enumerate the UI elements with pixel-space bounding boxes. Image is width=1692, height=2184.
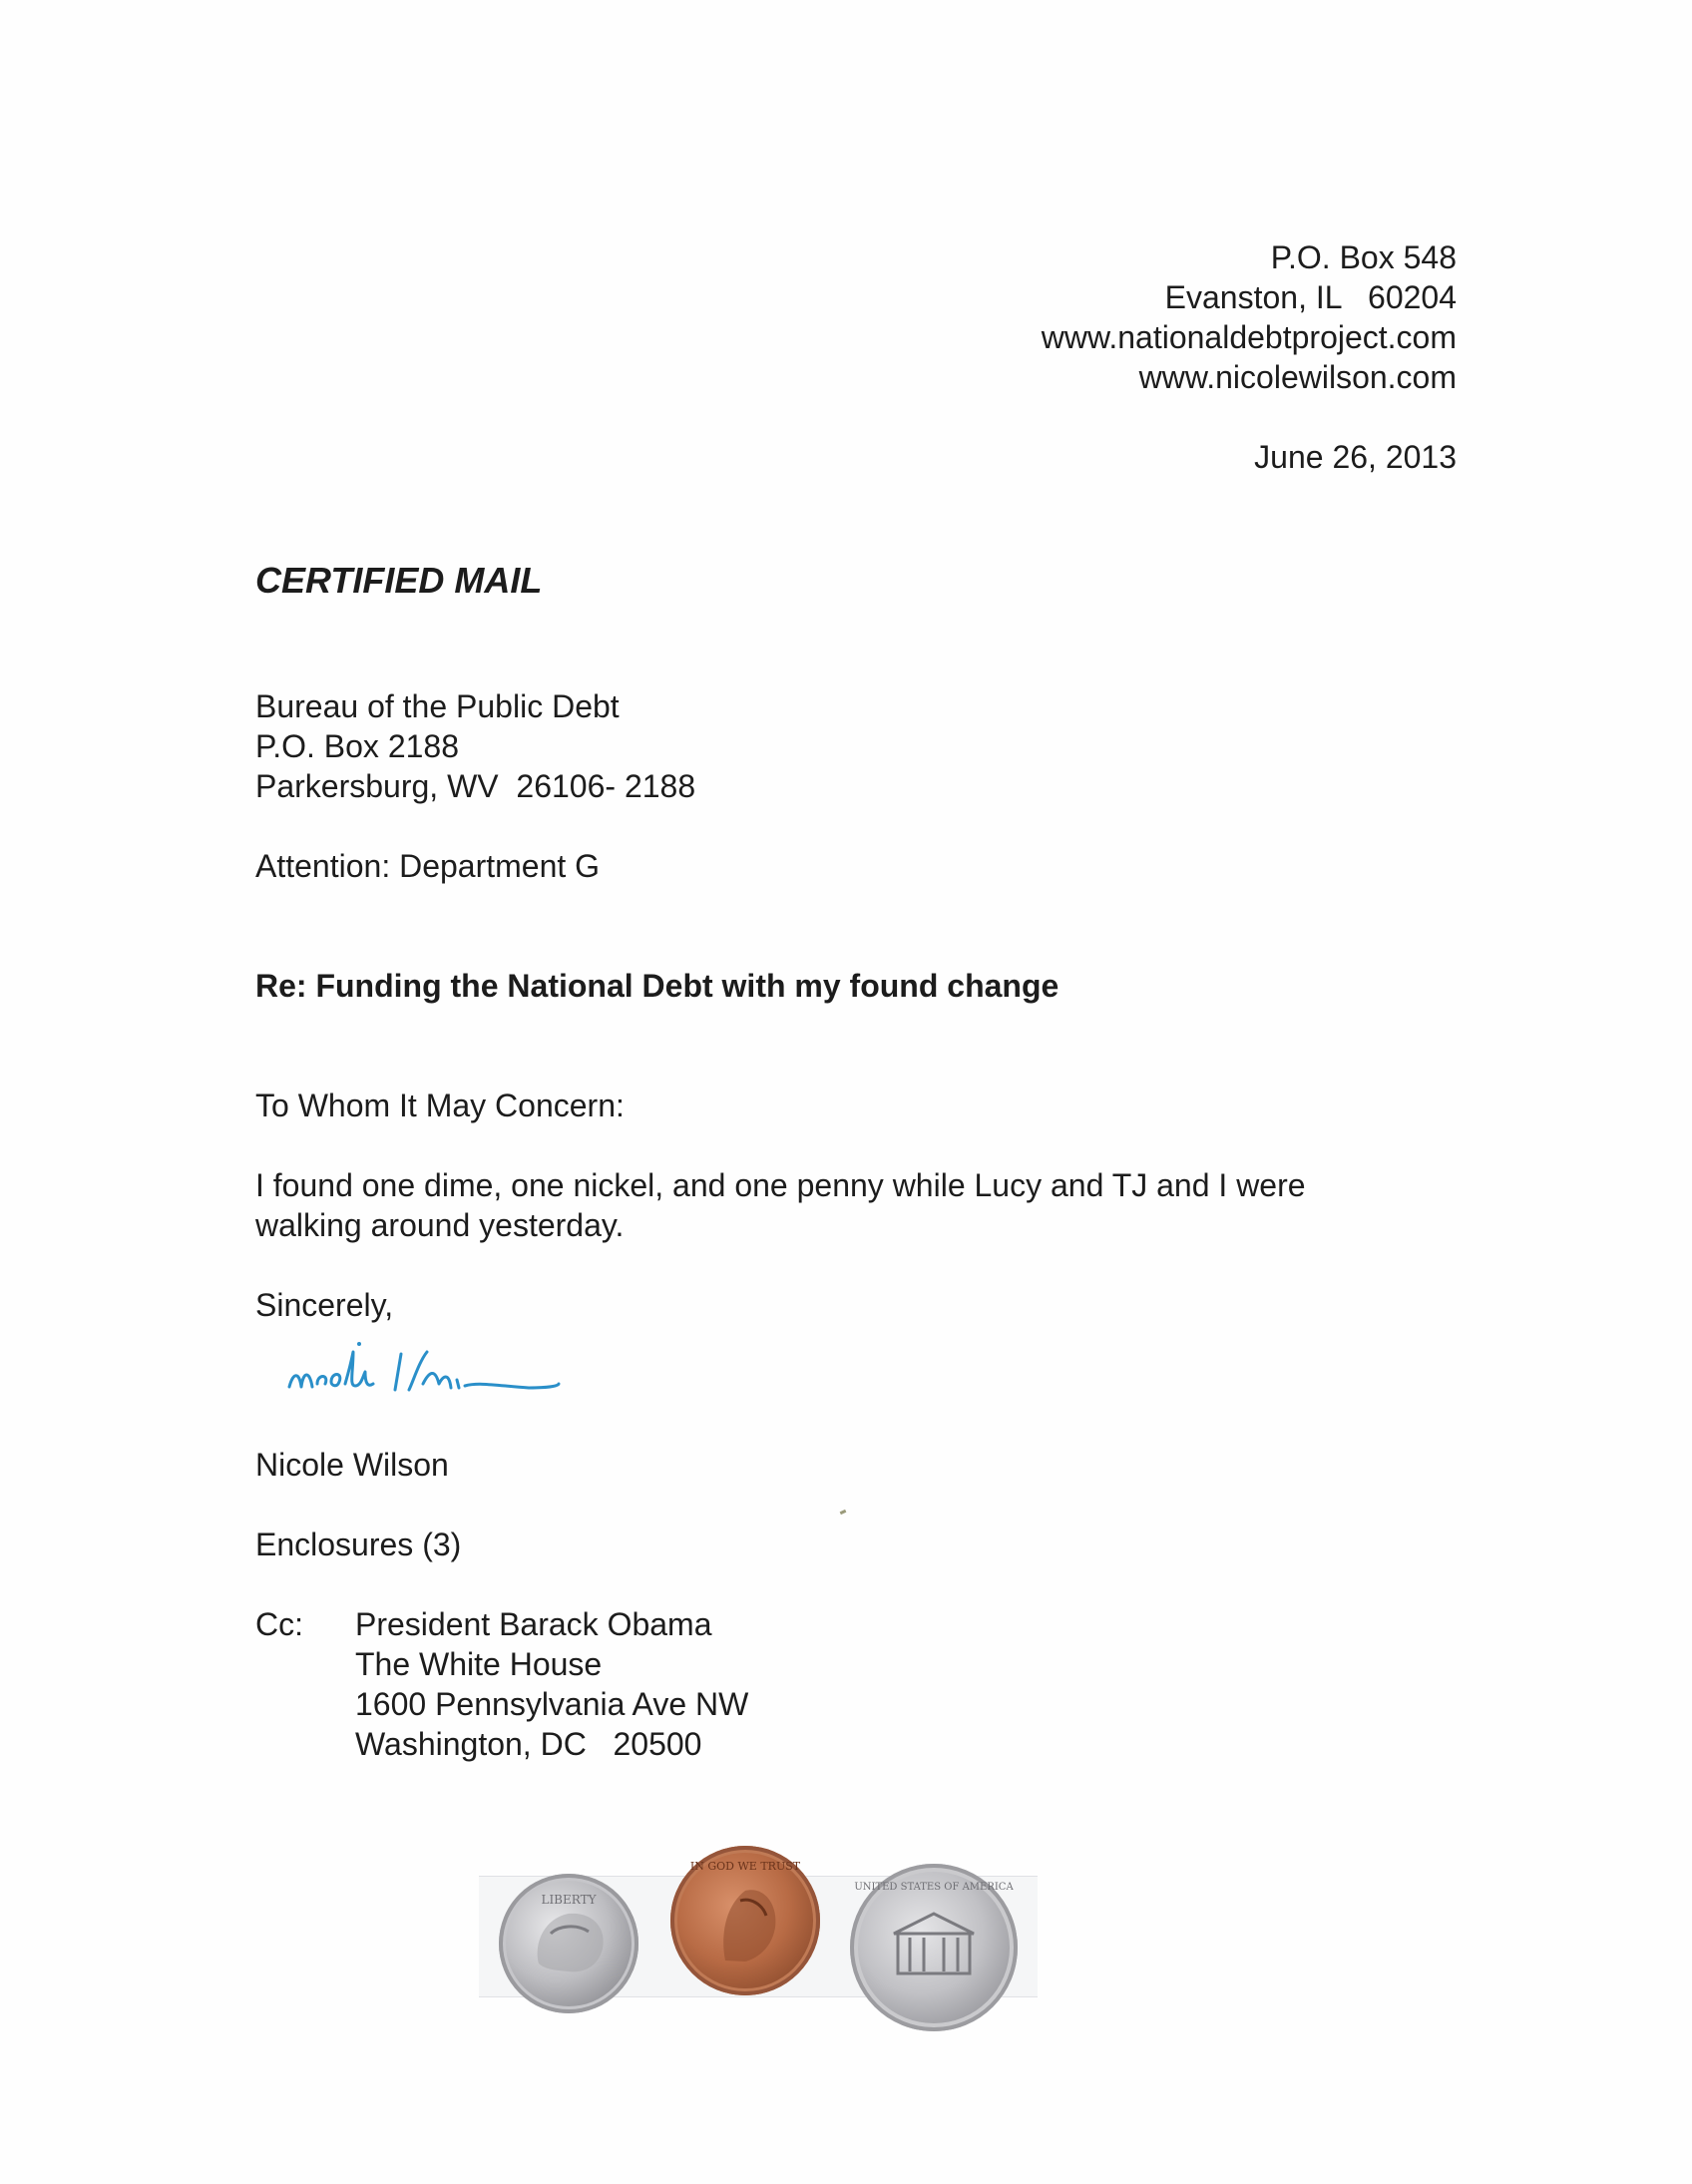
signer-name: Nicole Wilson: [255, 1447, 449, 1483]
recipient-address-line1: P.O. Box 2188: [255, 728, 459, 764]
salutation: To Whom It May Concern:: [255, 1088, 625, 1123]
body-paragraph: [255, 1165, 1393, 1245]
cc-line1: President Barack Obama: [355, 1606, 712, 1642]
cc-address: [355, 1604, 748, 1764]
nickel-text: UNITED STATES OF AMERICA: [854, 1882, 1014, 1893]
nickel-image: [850, 1864, 1018, 2031]
nickel-face-icon: [850, 1864, 1018, 2031]
sender-website1: www.nationaldebtproject.com: [1041, 319, 1457, 355]
dime-text: LIBERTY: [541, 1893, 597, 1907]
recipient-address: [255, 686, 695, 806]
cc-line4: Washington, DC 20500: [355, 1726, 702, 1762]
closing: Sincerely,: [255, 1287, 394, 1323]
penny-face-icon: [670, 1846, 820, 1995]
letter-date: June 26, 2013: [1254, 439, 1457, 475]
certified-mail-heading: CERTIFIED MAIL: [255, 560, 543, 601]
cc-line3: 1600 Pennsylvania Ave NW: [355, 1686, 749, 1722]
dime-image: [499, 1874, 638, 2013]
paper-speck: [840, 1510, 847, 1515]
enclosed-coins: [479, 1846, 1038, 2025]
penny-image: [670, 1846, 820, 1995]
sender-website2: www.nicolewilson.com: [1138, 359, 1457, 395]
sender-address: [1042, 237, 1457, 397]
recipient-address-line2: Parkersburg, WV 26106- 2188: [255, 768, 696, 804]
dime-face-icon: [499, 1874, 638, 2013]
sender-address-line1: P.O. Box 548: [1270, 239, 1457, 275]
cc-line2: The White House: [355, 1646, 603, 1682]
penny-text: IN GOD WE TRUST: [689, 1860, 801, 1873]
body-line2: walking around yesterday.: [255, 1207, 625, 1243]
body-line1: I found one dime, one nickel, and one penny while Lucy and TJ and I were: [255, 1167, 1306, 1203]
enclosures-note: Enclosures (3): [255, 1527, 462, 1562]
subject-line: Re: Funding the National Debt with my found change: [255, 968, 1059, 1004]
recipient-name: Bureau of the Public Debt: [255, 688, 620, 724]
sender-address-line2: Evanston, IL 60204: [1164, 279, 1457, 315]
attention-line: Attention: Department G: [255, 848, 601, 884]
handwritten-signature: [279, 1332, 678, 1412]
cc-label: Cc:: [255, 1606, 303, 1642]
